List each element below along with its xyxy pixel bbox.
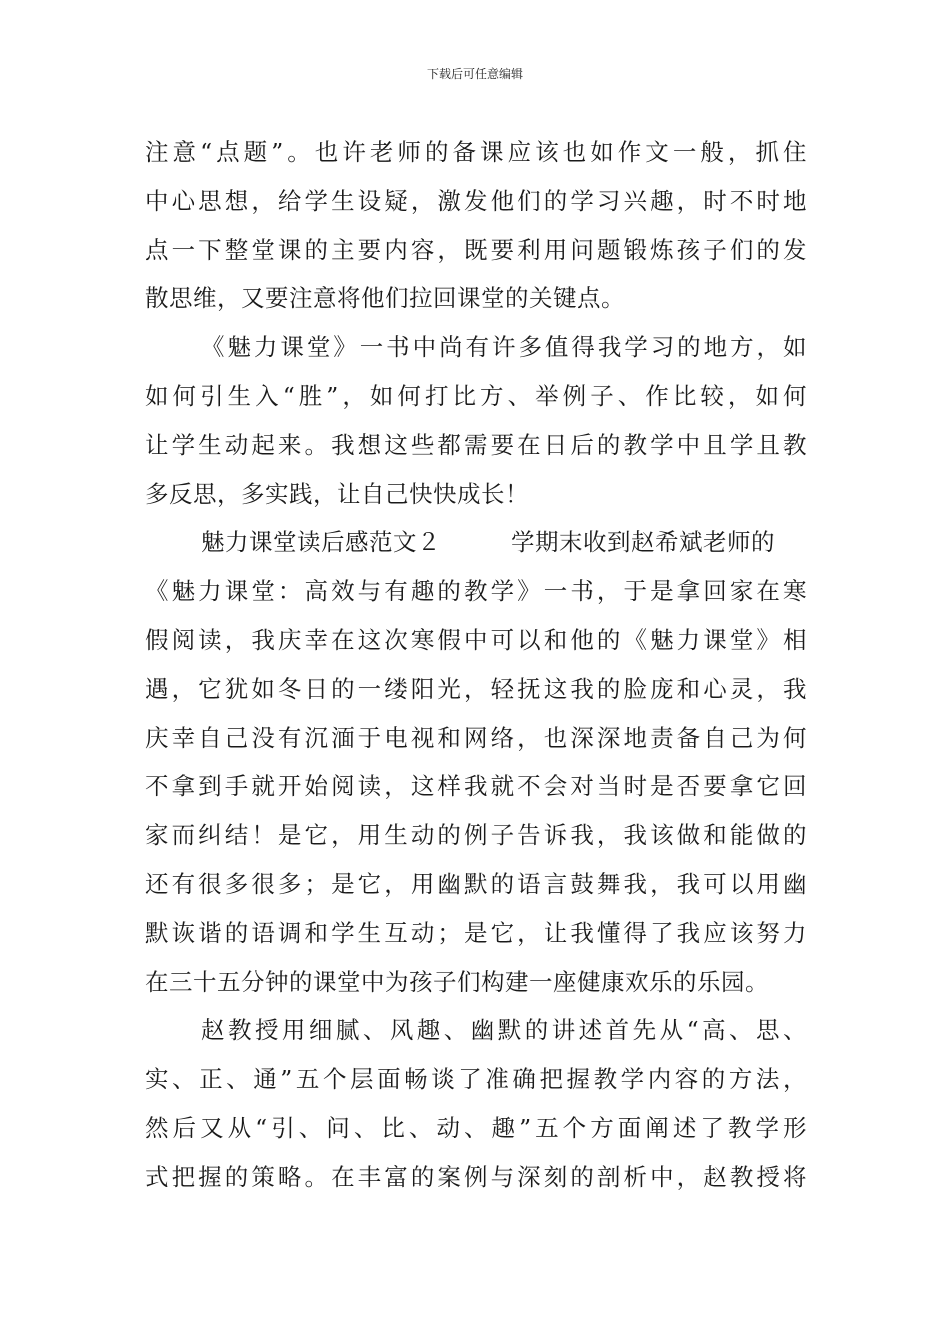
paragraph-1 (145, 128, 807, 323)
text-line: 式把握的策略。在丰富的案例与深刻的剖析中，赵教授将 (145, 1162, 807, 1191)
text-line: 在三十五分钟的课堂中为孩子们构建一座健康欢乐的乐园。 (145, 967, 769, 996)
text-line: 散思维，又要注意将他们拉回课堂的关键点。 (145, 284, 625, 313)
text-line-with-title (145, 518, 807, 567)
text-line: 注意“点题”。也许老师的备课应该也如作文一般，抓住 (145, 138, 807, 166)
page-header: 下载后可任意编辑 (426, 67, 523, 81)
text-line: 不拿到手就开始阅读，这样我就不会对当时是否要拿它回 (145, 772, 807, 801)
text-line: 点一下整堂课的主要内容，既要利用问题锻炼孩子们的发 (145, 235, 807, 264)
paragraph-4 (145, 1006, 807, 1201)
text-line: 《魅力课堂》一书中尚有许多值得我学习的地方，如 (201, 333, 807, 362)
text-line: 让学生动起来。我想这些都需要在日后的教学中且学且教 (145, 430, 807, 459)
essay-first-line: 学期末收到赵希斌老师的 (511, 528, 775, 557)
text-line: 《魅力课堂：高效与有趣的教学》一书，于是拿回家在寒 (145, 577, 807, 606)
text-line: 默诙谐的语调和学生互动；是它，让我懂得了我应该努力 (145, 918, 807, 947)
text-line: 多反思，多实践，让自己快快成长！ (145, 479, 529, 508)
paragraph-3 (145, 518, 807, 1006)
text-line: 中心思想，给学生设疑，激发他们的学习兴趣，时不时地 (145, 186, 807, 215)
text-line: 庆幸自己没有沉湎于电视和网络，也深深地责备自己为何 (145, 723, 807, 752)
text-line: 还有很多很多；是它，用幽默的语言鼓舞我，我可以用幽 (145, 869, 807, 898)
essay-title: 魅力课堂读后感范文２ (201, 528, 441, 557)
paragraph-2 (145, 323, 807, 518)
text-line: 遇，它犹如冬日的一缕阳光，轻抚这我的脸庞和心灵，我 (145, 674, 807, 703)
text-line: 如何引生入“胜”，如何打比方、举例子、作比较，如何 (145, 381, 807, 410)
text-line: 家而纠结！是它，用生动的例子告诉我，我该做和能做的 (145, 821, 807, 850)
document-body (145, 128, 807, 1202)
text-line: 赵教授用细腻、风趣、幽默的讲述首先从“高、思、 (201, 1016, 807, 1045)
text-line: 然后又从“引、问、比、动、趣”五个方面阐述了教学形 (145, 1113, 807, 1142)
text-line: 实、正、通”五个层面畅谈了准确把握教学内容的方法， (145, 1065, 807, 1094)
text-line: 假阅读，我庆幸在这次寒假中可以和他的《魅力课堂》相 (145, 625, 807, 654)
